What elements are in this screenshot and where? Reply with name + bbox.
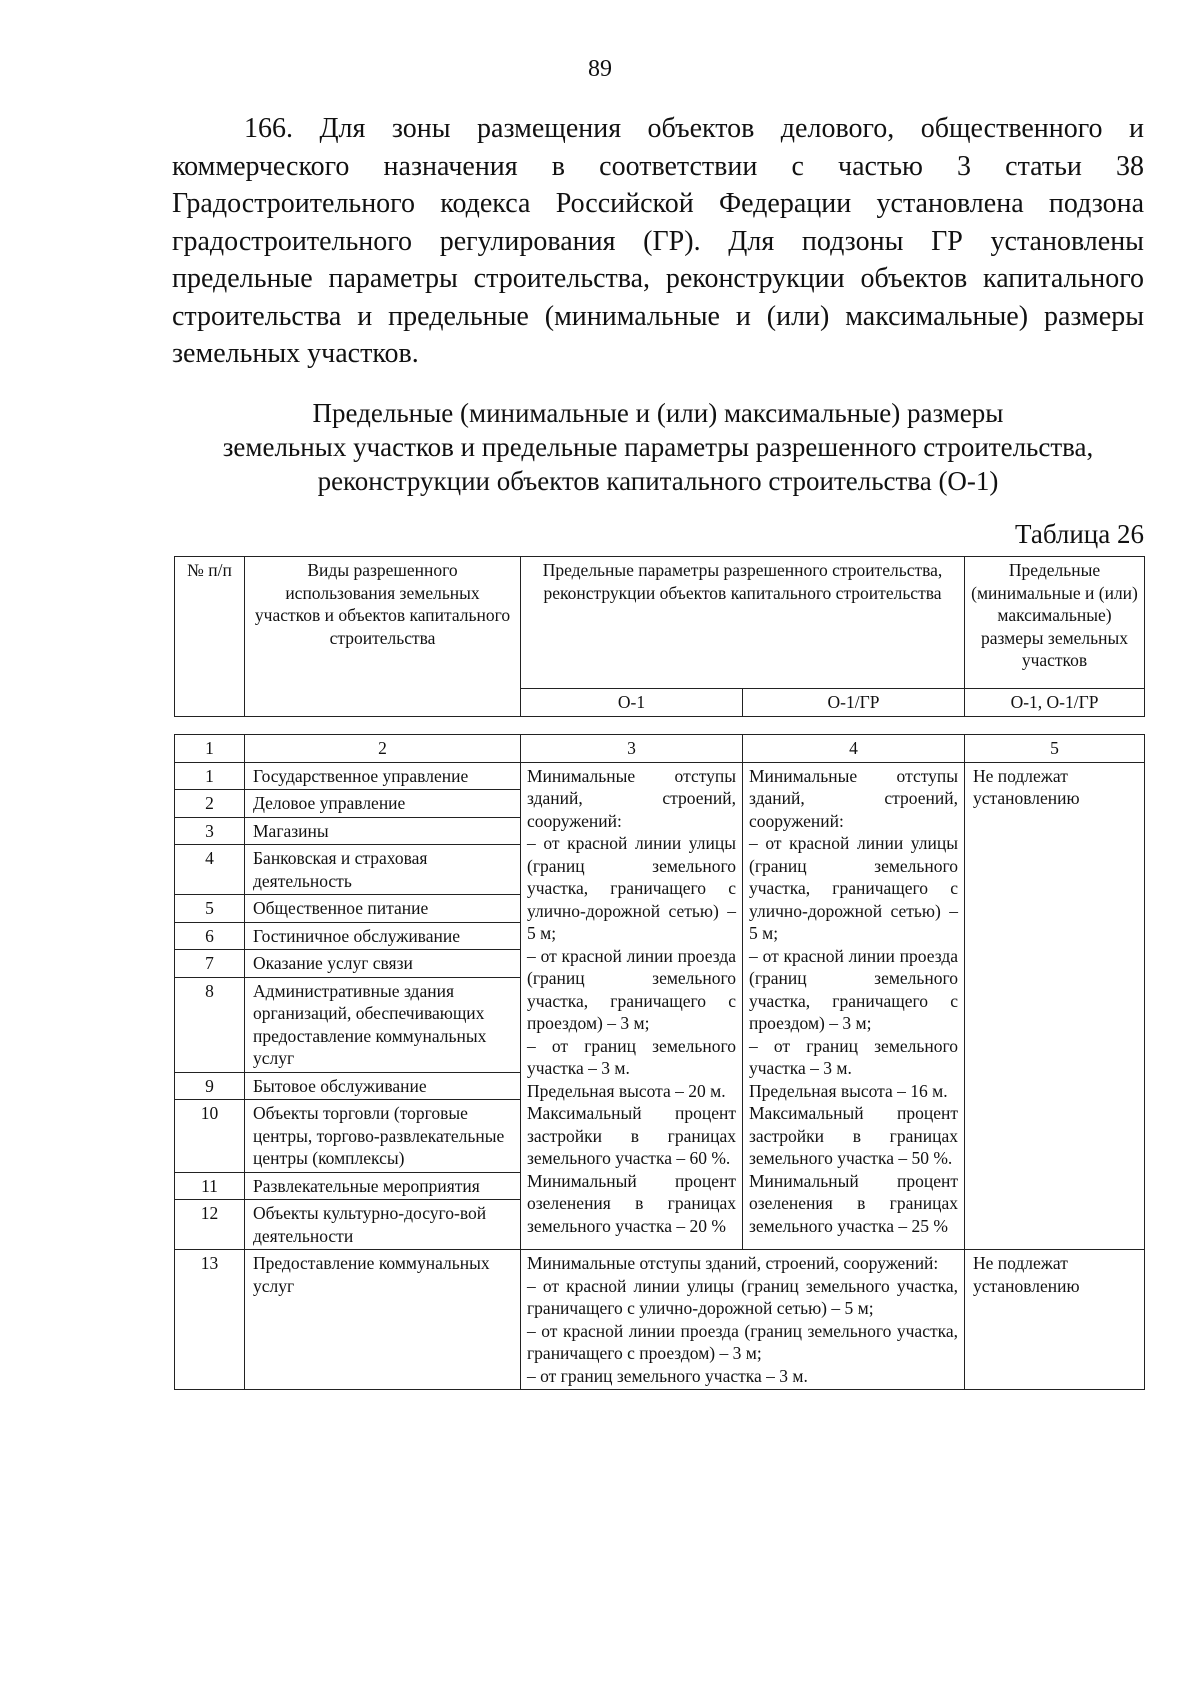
header-sub-o1: О-1 [521,689,743,717]
row-number: 1 [175,762,245,790]
row-use-type: Объекты торговли (торговые центры, торгово-развлекательные центры (комплексы) [245,1100,521,1173]
header-sizes: Предельные (минимальные и (или) максимальные) размеры земельных участков [965,557,1145,689]
row-number: 7 [175,950,245,978]
header-sub-sizes: О-1, О-1/ГР [965,689,1145,717]
table-row [175,762,1145,790]
row-use-type: Бытовое обслуживание [245,1072,521,1100]
header-params: Предельные параметры разрешенного строительства, реконструкции объектов капитального строительства [521,557,965,689]
row-use-type: Магазины [245,817,521,845]
row-use-type: Банковская и страховая деятельность [245,845,521,895]
row-number: 2 [175,790,245,818]
row-number: 3 [175,817,245,845]
column-number: 5 [965,735,1145,763]
table-row [175,1250,1145,1390]
intro-paragraph: 166. Для зоны размещения объектов делового, общественного и коммерческого назначения в соответствии с частью 3 статьи 38 Градостроительного кодекса Российской Федерации установлена подзона градостроительного регулирования (ГР). Для подзоны ГР установлены предельные параметры строительства, реконструкции объектов капитального строительства и предельные (минимальные и (или) максимальные) размеры земельных участков. [172,113,1144,369]
table-header [174,556,1145,717]
row-use-type: Государственное управление [245,762,521,790]
row-use-type: Развлекательные мероприятия [245,1172,521,1200]
row-number: 6 [175,922,245,950]
row-use-type: Административные здания организаций, обеспечивающих предоставление коммунальных услуг [245,977,521,1072]
header-num: № п/п [175,557,245,717]
o1gr-params: Минимальные отступы зданий, строений, сооружений: – от красной линии улицы (границ земельного участка, граничащего с улично-дорожной сетью) – 5 м; – от красной линии проезда (границ земельного участка, граничащего с проездом) – 3 м; – от границ земельного участка – 3 м. Предельная высота – 16 м. Максимальный процент застройки в границах земельного участка – 50 %. Минимальный процент озеленения в границах земельного участка – 25 % [743,762,965,1250]
table-title-line: Предельные (минимальные и (или) максимальные) размеры [312,398,1004,428]
column-numbers-row [175,735,1145,763]
row-use-type: Деловое управление [245,790,521,818]
table-label: Таблица 26 [1015,519,1144,549]
row-number: 5 [175,895,245,923]
column-number: 4 [743,735,965,763]
row-number: 4 [175,845,245,895]
row-number: 13 [175,1250,245,1390]
row-number: 9 [175,1072,245,1100]
header-types: Виды разрешенного использования земельных участков и объектов капитального строительства [245,557,521,717]
column-number: 1 [175,735,245,763]
row-use-type: Общественное питание [245,895,521,923]
table-title-line: земельных участков и предельные параметры разрешенного строительства, [222,432,1094,462]
row-number: 10 [175,1100,245,1173]
column-number: 3 [521,735,743,763]
header-sub-o1gr: О-1/ГР [743,689,965,717]
table-title [172,396,1144,498]
row13-plot-sizes: Не подлежат установлению [965,1250,1145,1390]
page-number: 89 [588,56,612,82]
table-body [174,734,1145,1390]
row13-params: Минимальные отступы зданий, строений, сооружений: – от красной линии улицы (границ земельного участка, граничащего с улично-дорожной сетью) – 5 м; – от красной линии проезда (границ земельного участка, граничащего с проездом) – 3 м; – от границ земельного участка – 3 м. [521,1250,965,1390]
o1-params: Минимальные отступы зданий, строений, сооружений: – от красной линии улицы (границ земельного участка, граничащего с улично-дорожной сетью) – 5 м; – от красной линии проезда (границ земельного участка, граничащего с проездом) – 3 м; – от границ земельного участка – 3 м. Предельная высота – 20 м. Максимальный процент застройки в границах земельного участка – 60 %. Минимальный процент озеленения в границах земельного участка – 20 % [521,762,743,1250]
plot-sizes: Не подлежат установлению [965,762,1145,1250]
column-number: 2 [245,735,521,763]
row-number: 8 [175,977,245,1072]
row-use-type: Гостиничное обслуживание [245,922,521,950]
row-number: 12 [175,1200,245,1250]
table-title-line: реконструкции объектов капитального строительства (О-1) [317,466,999,496]
row-use-type: Оказание услуг связи [245,950,521,978]
row-number: 11 [175,1172,245,1200]
row-use-type: Объекты культурно-досуго-вой деятельности [245,1200,521,1250]
row-use-type: Предоставление коммунальных услуг [245,1250,521,1390]
